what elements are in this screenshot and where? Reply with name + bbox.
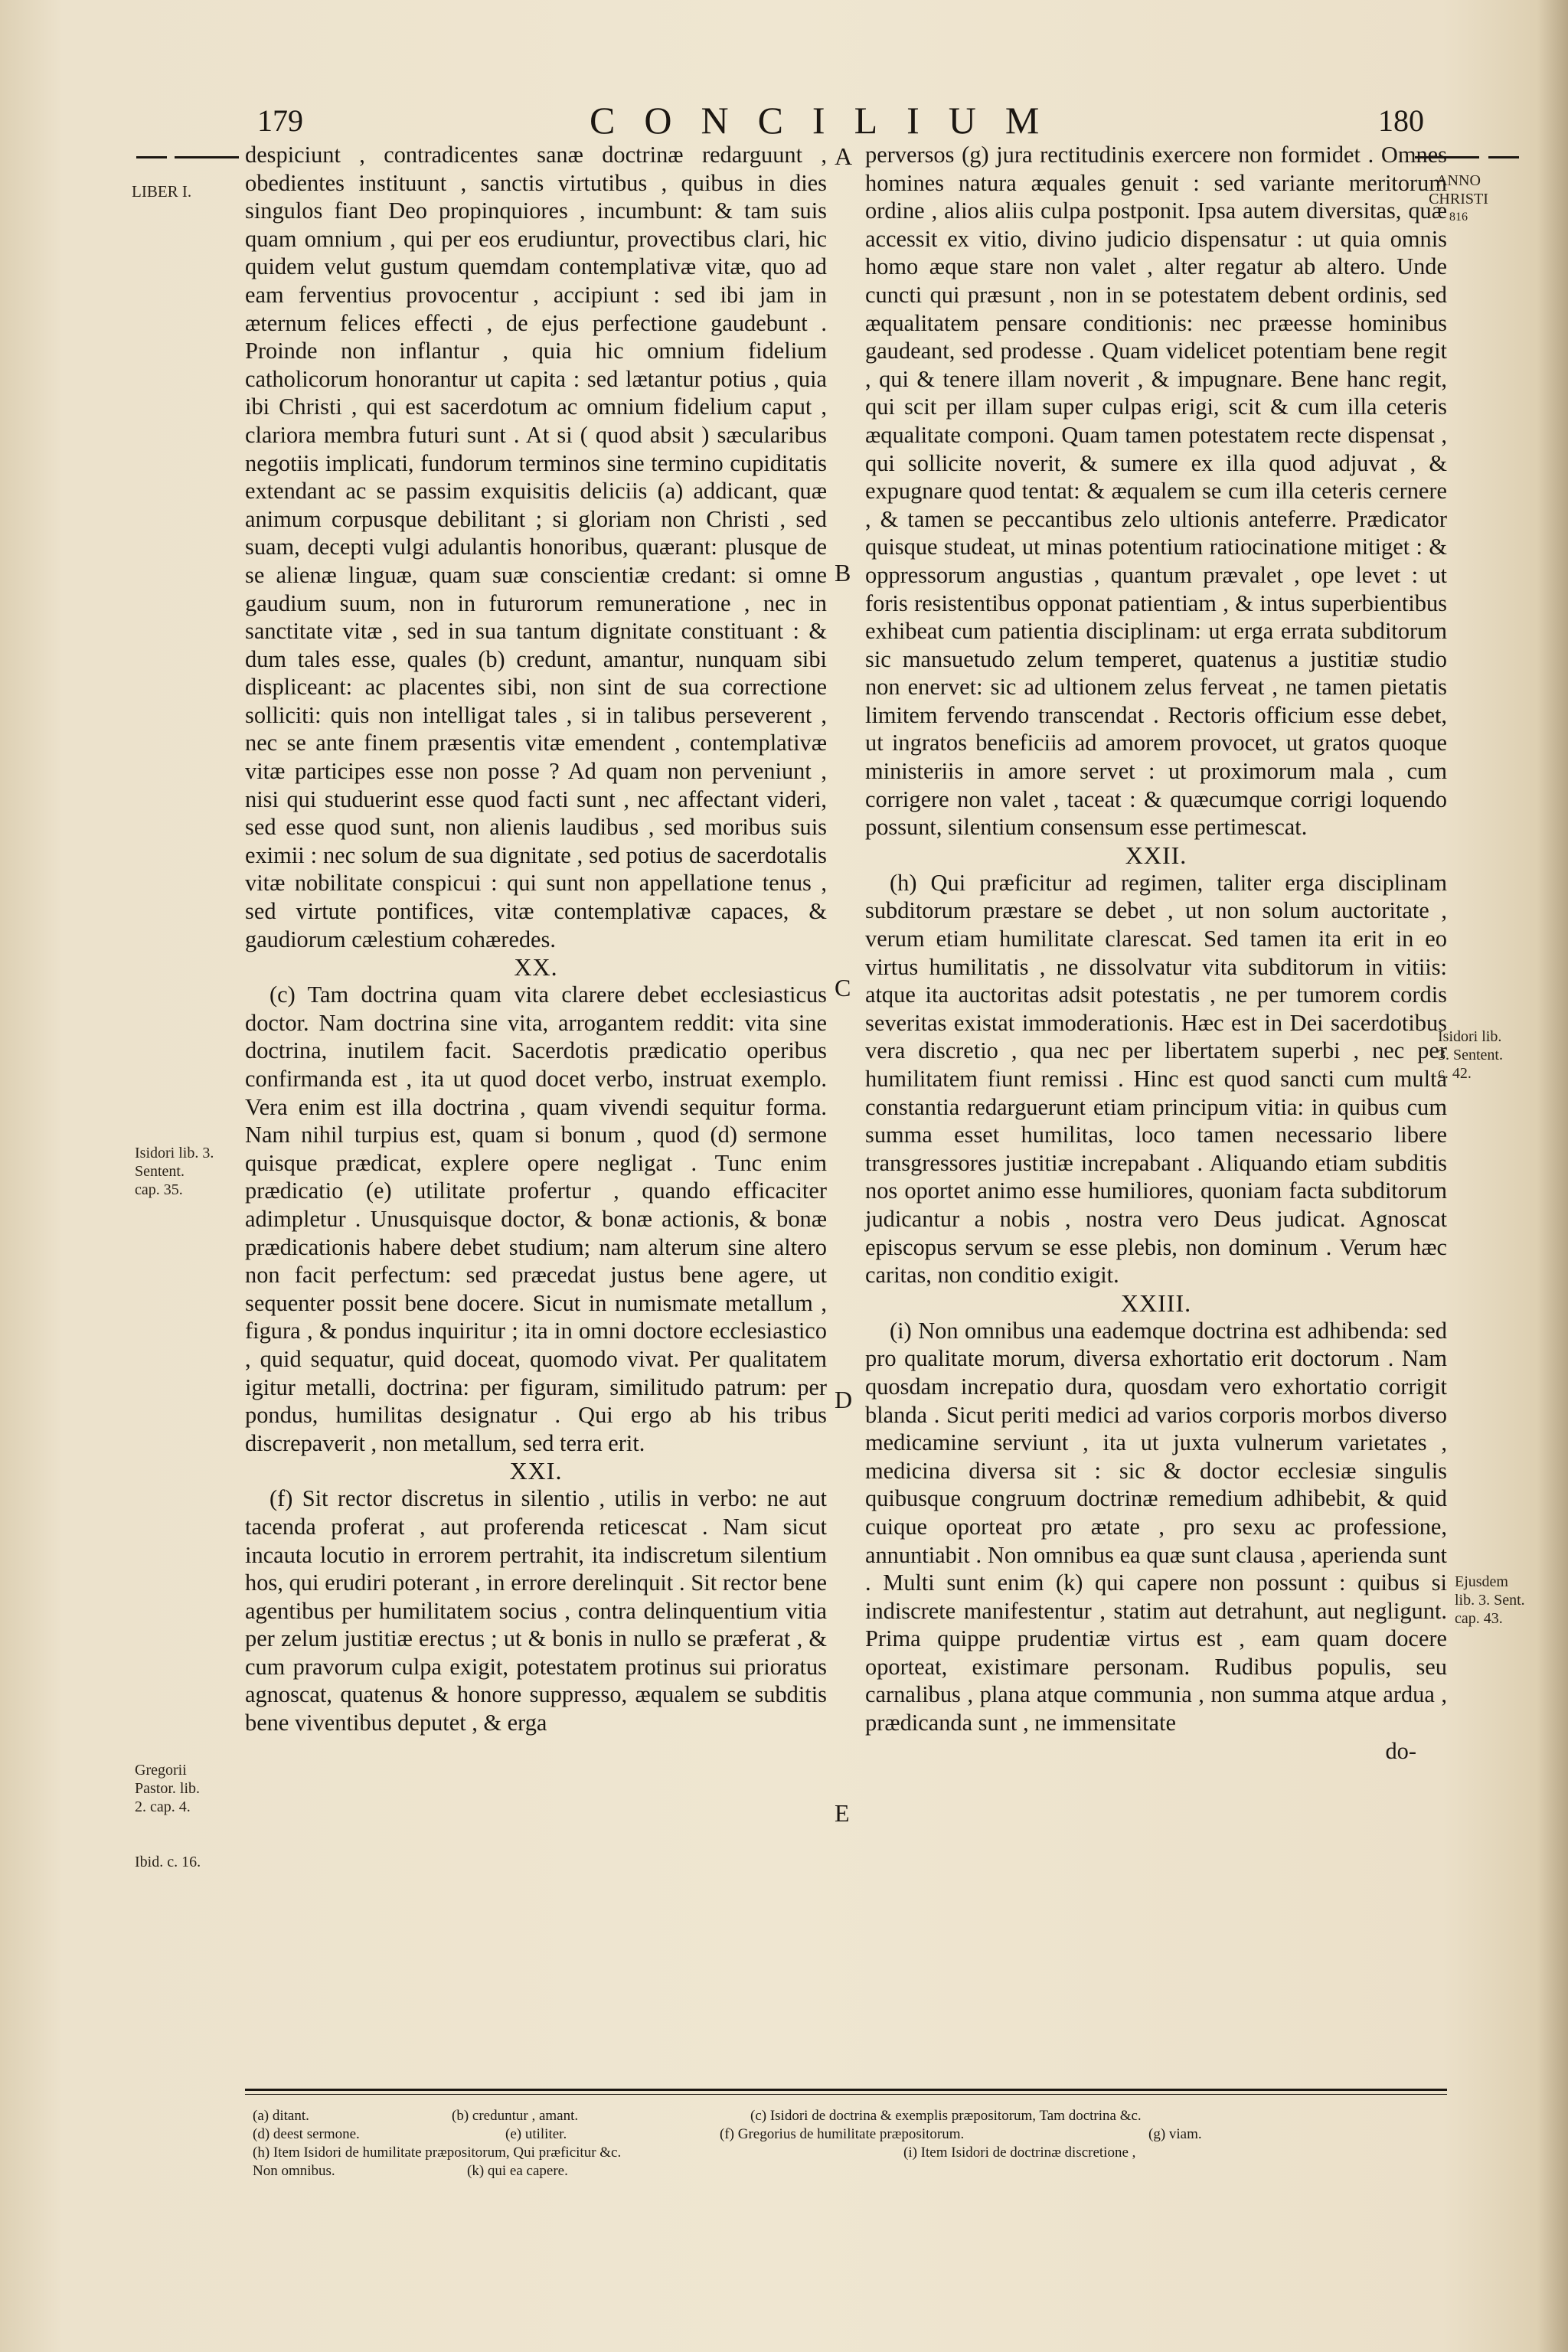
margin-note-line: cap. 43. xyxy=(1455,1610,1503,1627)
footnote-line xyxy=(253,2107,1447,2125)
section-letter-d: D xyxy=(835,1386,853,1413)
catchword: do- xyxy=(1385,1737,1416,1764)
footnote-g: (g) viam. xyxy=(1148,2126,1202,2142)
footnote-line xyxy=(253,2125,1447,2144)
margin-note-ejusdem xyxy=(1455,1573,1525,1628)
section-heading-xxi: XXI. xyxy=(509,1457,563,1485)
marginal-dash-right-2 xyxy=(1488,156,1519,158)
footnote-e: (e) utiliter. xyxy=(505,2126,567,2142)
footnote-c: (c) Isidori de doctrina & exemplis præpositorum, Tam doctrina &c. xyxy=(750,2108,1142,2124)
margin-note-line: 2. cap. 4. xyxy=(135,1798,191,1815)
section-letter-c: C xyxy=(835,974,851,1001)
footnote-d: (d) deest sermone. xyxy=(253,2126,360,2142)
margin-note-line: cap. 35. xyxy=(135,1181,183,1198)
margin-note-line: Pastor. lib. xyxy=(135,1780,201,1797)
margin-anno-line3: 816 xyxy=(1449,211,1468,224)
footnote-h: (h) Item Isidori de humilitate præpositorum, Qui præficitur &c. xyxy=(253,2145,622,2161)
margin-note-line: Sentent. xyxy=(135,1163,185,1180)
margin-note-line: Ejusdem xyxy=(1455,1573,1508,1590)
footnote-a: (a) ditant. xyxy=(253,2108,309,2124)
margin-note-line: Isidori lib. xyxy=(1438,1028,1502,1045)
paragraph: (c) Tam doctrina quam vita clarere debet ecclesiasticus doctor. Nam doctrina sine vita, arrogantem reddit: vita sine doctrina, inutilem facit. Sacerdotis prædicatio operibus confirmanda est , ita ut quod docet verbo, instruat exemplo. Vera enim est illa doctrina , quam vivendi sequitur forma. Nam nihil turpius est, quam si bonum , quod (d) sermone quisque prædicat, explere opere negligat . Tunc enim prædicatio (e) utilitate profertur , quando efficaciter adimpletur . Unusquisque doctor, & bonæ actionis, & bonæ prædicationis habere debet studium; nam alterum sine altero non facit perfectum: sed præcedat justus bene agere, ut sequenter possit bene docere. Sicut in numismate metallum , figura , & pondus inquiritur ; ita in omni doctore ecclesiastico , quid sequatur, quid doceat, quomodo vivat. Per qualitatem igitur metalli, doctrina: per figuram, similitudo patrum: per pondus, humilitas designatur . Qui ergo ab his tribus discrepaverit , non metallum, sed terra erit. xyxy=(245,982,827,1456)
footnotes xyxy=(253,2107,1447,2180)
page-edge-shadow xyxy=(1537,0,1568,2352)
margin-note-isidori-2 xyxy=(1438,1027,1503,1083)
margin-liber: LIBER I. xyxy=(132,182,192,201)
footnote-line xyxy=(253,2144,1447,2162)
page-number-right: 180 xyxy=(1378,103,1424,138)
footnote-rule-thin xyxy=(245,2094,1447,2095)
footnote-line xyxy=(253,2162,1447,2180)
margin-note-line: 3. Sentent. xyxy=(1438,1047,1503,1063)
paragraph: (h) Qui præficitur ad regimen, taliter erga disciplinam subditorum præstare se debet , ut non solum auctoritate , verum etiam humilitate clarescat. Sed tamen ita erit in eo virtus humilitatis , ne dissolvatur vita subditorum in vitiis: atque ita auctoritas adsit potestatis , ne per tumorem cordis severitas existat immoderationis. Hæc est in Dei sacerdotibus vera discretio , qua nec per libertatem superbi , nec per humilitatem fiunt remissi . Hinc est quod sancti cum multa constantia redarguerunt etiam principum vitia: in quibus cum summa esset humilitas, loco tamen necessario libere transgressores justitiæ increpabant . Aliquando etiam subditis nos oportet animo esse humiliores, quoniam facta subditorum judicantur a nobis , nostra vero Deus judicat. Agnoscat episcopus servum se esse plebis, non dominum . Verum hæc caritas, non conditio exigit. xyxy=(865,869,1447,1289)
section-heading-xx: XX. xyxy=(514,953,558,982)
paragraph: (i) Non omnibus una eademque doctrina est adhibenda: sed pro qualitate morum, diversa exhortatio erit doctorum . Nam quosdam increpatio dura, quosdam vero exhortatio corrigit blanda . Sicut periti medici ad varios corporis morbos diverso medicamine serviunt , ita ut juxta vulnerum varietates , medicina diversa sit : sic & doctor ecclesiæ singulis quibusque congruum doctrinæ remedium adhibebit, & quid cuique oporteat pro ætate , pro sexu ac professione, annuntiabit . Non omnibus ea quæ sunt clausa , aperienda sunt . Multi sunt enim (k) qui capere non possunt : quibus si indiscrete manifestentur , statim aut detrahunt, aut negligunt. Prima quippe prudentiæ virtus est , eam quam docere oporteat, existimare personam. Rudibus populis, seu carnalibus , plana atque communia , non summa atque ardua , prædicanda sunt , ne immensitate xyxy=(865,1317,1447,1736)
section-letter-a: A xyxy=(835,142,853,170)
footnote-i: (i) Item Isidori de doctrinæ discretione , xyxy=(903,2145,1136,2161)
paragraph: (f) Sit rector discretus in silentio , utilis in verbo: ne aut tacenda proferat , aut proferenda reticescat . Nam sicut incauta locutio in errorem pertrahit, ita indiscretum silentium hos, qui erudiri poterant , in errore derelinquit . Sit rector bene agentibus per humilitatem socius , contra delinquentium vitia per zelum justitiæ erectus ; ut & bonis in nullo se præferat , & cum pravorum culpa exigit, potestatem protinus sui prioratus agnoscat, quatenus & honore suppresso, æqualem se subditis bene viventibus deputet , & erga xyxy=(245,1485,827,1736)
footnote-b: (b) creduntur , amant. xyxy=(452,2108,579,2124)
margin-note-line: Isidori lib. 3. xyxy=(135,1145,214,1161)
marginal-dash-left-2 xyxy=(175,156,239,158)
paragraph: perversos (g) jura rectitudinis exercere non formidet . Omnes homines natura æquales genuit : sed variante meritorum ordine , alios aliis culpa postponit. Ipsa autem diversitas, quæ accessit ex vitio, divino judicio dispensatur : ut quia omnis homo æque stare non valet , alter regatur ab altero. Unde cuncti qui præsunt , non in se potestatem debent ordinis, sed æqualitatem pensare conditionis: nec præesse hominibus gaudeant, sed prodesse . Quam videlicet potentiam bene regit , qui & tenere illam noverit , & impugnare. Bene hanc regit, qui scit per illam super culpas erigi, scit & cum illa ceteris æqualitate componi. Quam tamen potestatem recte dispensat , qui sollicite noverit, & sumere ex illa quod adjuvat , & expugnare quod tentat: & æqualem se cum illa ceteris cernere , & tamen se peccantibus zelo ultionis anteferre. Prædicator quisque studeat, ut minas potentium ratiocinatione mitiget : & oppressorum angustias , quantum prævalet , ope levet : ut foris resistentibus opponat patientiam , & intus superbientibus exhibeat cum patientia disciplinam: ut erga errata subditorum sic mansuetudo zelum temperet, quatenus a justitiæ studio non enervet: sic ad ultionem zelus ferveat , ne tamen pietatis limitem fervendo transcendat . Rectoris officium esse debet, ut ingratos beneficiis ad amorem provocet, ut gratos quoque ministeriis in amore servet : ut proximorum mala , cum corrigere non valet , taceat : & quæcumque corrigi loquendo possunt, silentium consensum esse pertimescat. xyxy=(865,142,1447,841)
margin-note-gregorii xyxy=(135,1761,200,1816)
margin-note-line: lib. 3. Sent. xyxy=(1455,1592,1525,1609)
margin-note-line: Gregorii xyxy=(135,1762,187,1779)
section-letter-e: E xyxy=(835,1799,850,1827)
section-heading-xxii: XXII. xyxy=(1125,841,1187,869)
footnote-k: (k) qui ea capere. xyxy=(467,2163,568,2179)
page-number-left: 179 xyxy=(257,103,303,138)
margin-note-isidori-1 xyxy=(135,1144,214,1199)
margin-note-line: c. 42. xyxy=(1438,1065,1472,1082)
section-letter-b: B xyxy=(835,559,851,586)
right-text-column xyxy=(865,141,1447,1765)
footnote-i-continued: Non omnibus. xyxy=(253,2163,335,2179)
margin-anno-line2: CHRISTI xyxy=(1429,191,1488,207)
running-title: CONCILIUM xyxy=(590,99,1069,142)
left-text-column xyxy=(245,141,827,1737)
margin-anno-line1: ANNO xyxy=(1436,172,1481,189)
footnote-f: (f) Gregorius de humilitate præpositorum. xyxy=(720,2126,965,2142)
marginal-dash-left-1 xyxy=(136,156,167,158)
margin-note-ibid: Ibid. c. 16. xyxy=(135,1854,201,1870)
footnote-rule xyxy=(245,2089,1447,2091)
section-heading-xxiii: XXIII. xyxy=(1120,1289,1192,1317)
paragraph: despiciunt , contradicentes sanæ doctrinæ redarguunt , obedientes instituunt , sanctis virtutibus , quibus in dies singulos fiant Deo propinquiores , incumbunt: & tam suis quam omnium , qui per eos erudiuntur, provectibus clari, hic quidem velut gustum quemdam contemplativæ vitæ, quo ad eam ferventius provocentur , accipiunt : sed ibi jam in æternum felices effecti , de ejus perfectione gaudebunt . Proinde non inflantur , quia hic omnium fidelium catholicorum honorantur ut capita : sed lætantur potius , quia ibi Christi , qui est sacerdotum ac omnium fidelium caput , clariora membra futuri sunt . At si ( quod absit ) sæcularibus negotiis implicati, fundorum terminos sine termino cupiditatis extendant ac se passim exquisitis deliciis (a) addicant, quæ animum corpusque debilitant ; si gloriam non Christi , sed suam, decepti vulgi adulantis honoribus, quærant: plusque de se alienæ linguæ, quam suæ conscientiæ credant: si omne gaudium suum, non in futurorum remuneratione , nec in sanctitate vitæ , sed in sua tantum dignitate constituant : & dum tales esse, quales (b) credunt, amantur, nunquam sibi displiceant: ac placentes sibi, non sint de sua correctione solliciti: quis non intelligat tales , si in talibus perseverent , nec se ante finem præsentis vitæ emendent , contemplativæ vitæ participes esse non posse ? Ad quam non perveniunt , nisi qui studuerint esse quod facti sunt , nec affectant videri, sed esse quod sunt, non alienis laudibus , sed moribus suis eximii : nec solum de sua dignitate , sed potius de sacerdotalis vitæ nobilitate conspicui : qui sunt non appellatione tenus , sed virtute pontifices, vitæ contemplativæ capaces, & gaudiorum cælestium cohæredes. xyxy=(245,142,827,952)
